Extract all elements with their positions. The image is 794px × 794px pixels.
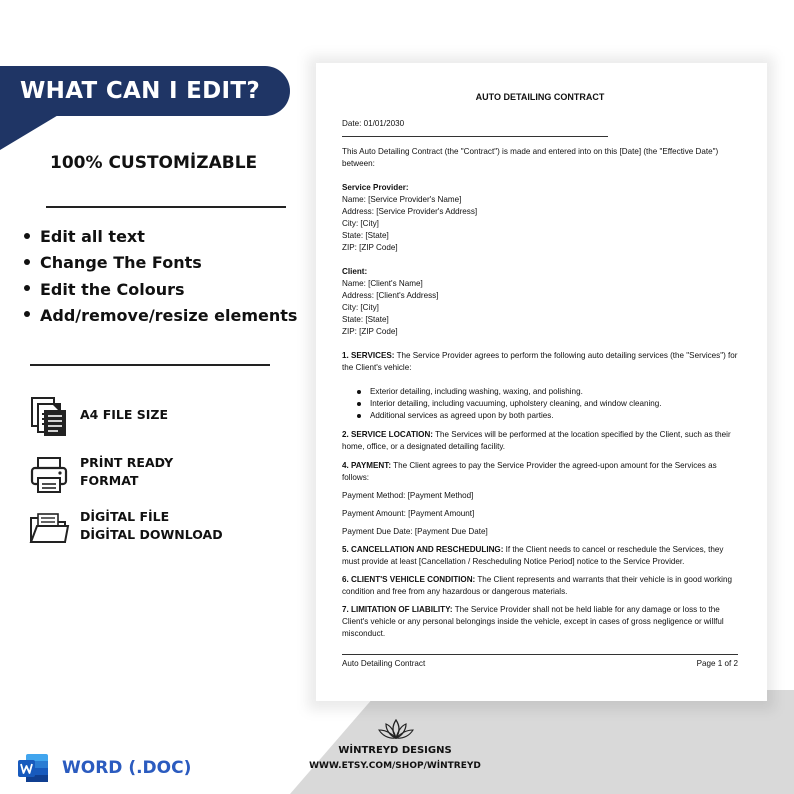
client-line: City: [City] [342,303,379,312]
bullet-icon [24,311,30,317]
banner-title: WHAT CAN I EDIT? [20,78,261,104]
list-item: Interior detailing, including vacuuming, upholstery cleaning, and window cleaning. [342,398,738,410]
lotus-logo-icon [378,718,414,742]
section-heading: 2. SERVICE LOCATION: [342,430,433,439]
feature-item: Edit the Colours [24,277,297,303]
feature-item: Add/remove/resize elements [24,303,297,329]
printer-icon [28,454,70,496]
divider [30,364,270,366]
section-heading: 6. CLIENT'S VEHICLE CONDITION: [342,575,476,584]
client-line: Name: [Client's Name] [342,279,423,288]
list-item: Exterior detailing, including washing, waxing, and polishing. [342,386,738,398]
feature-list [24,224,297,329]
brand-name: WİNTREYD DESIGNS [338,745,452,756]
doc-footer-title: Auto Detailing Contract [342,659,426,668]
doc-date: Date: 01/01/2030 [342,119,405,128]
info-a4 [28,396,168,438]
list-item: Additional services as agreed upon by both parties. [342,410,738,422]
divider [46,206,286,208]
info-print [28,454,173,496]
payment-method: Payment Method: [Payment Method] [342,491,474,500]
provider-block [342,182,738,254]
client-heading: Client: [342,267,368,276]
section-location [342,429,738,453]
section-text: The Services will be performed at the location specified by the Client, such as their home, office, or a designated detailing facility. [342,430,731,451]
provider-heading: Service Provider: [342,183,409,192]
section-heading: 1. SERVICES: [342,351,395,360]
section-liability [342,604,738,640]
doc-divider [342,136,608,137]
client-block [342,266,738,338]
doc-page-number: Page 1 of 2 [696,659,738,668]
client-line: State: [State] [342,315,389,324]
bullet-icon [24,259,30,265]
info-digital [28,508,223,550]
document-stack-icon [28,396,70,438]
doc-title: AUTO DETAILING CONTRACT [475,92,605,102]
info-label: PRİNT READY [80,455,174,470]
client-line: ZIP: [ZIP Code] [342,327,398,336]
contract-document-preview [316,63,767,701]
section-vehicle-condition [342,574,738,598]
section-services [342,350,738,374]
info-label: DİGİTAL FİLE [80,509,170,524]
format-label: WORD (.DOC) [62,758,192,778]
word-icon [16,752,50,784]
provider-line: State: [State] [342,231,389,240]
feature-item: Change The Fonts [24,250,297,276]
provider-line: City: [City] [342,219,379,228]
services-list [342,386,738,422]
provider-line: Name: [Service Provider's Name] [342,195,462,204]
section-heading: 5. CANCELLATION AND RESCHEDULING: [342,545,504,554]
provider-line: Address: [Service Provider's Address] [342,207,478,216]
doc-intro: This Auto Detailing Contract (the "Contract") is made and entered into on this [Date] (the "Effective Date") between: [342,147,719,168]
customizable-heading: 100% CUSTOMİZABLE [50,153,258,173]
bullet-icon [24,285,30,291]
section-text: If the Client needs to cancel or reschedule the Services, they must provide at least [Cancellation / Rescheduling Notice Period] notice to the Service Provider. [342,545,724,566]
info-label: FORMAT [80,473,139,488]
payment-due: Payment Due Date: [Payment Due Date] [342,527,488,536]
section-text: The Client represents and warrants that their vehicle is in good working condition and free from any hazardous or dangerous materials. [342,575,732,596]
provider-line: ZIP: [ZIP Code] [342,243,398,252]
bullet-icon [24,233,30,239]
section-text: The Service Provider shall not be held liable for any damage or loss to the Client's vehicle or any personal belongings inside the vehicle, except in cases of gross negligence or willful misconduct. [342,605,724,638]
info-label: DİGİTAL DOWNLOAD [80,527,223,542]
section-text: The Client agrees to pay the Service Provider the agreed-upon amount for the Services as follows: [342,461,717,482]
section-text: The Service Provider agrees to perform the following auto detailing services (the "Services") for the Client's vehicle: [342,351,738,372]
brand-url: WWW.ETSY.COM/SHOP/WİNTREYD [309,761,481,771]
section-heading: 7. LIMITATION OF LIABILITY: [342,605,453,614]
client-line: Address: [Client's Address] [342,291,439,300]
footer-divider [342,654,738,655]
section-payment [342,460,738,484]
feature-item: Edit all text [24,224,297,250]
payment-amount: Payment Amount: [Payment Amount] [342,509,475,518]
info-label: A4 FILE SIZE [80,407,169,422]
folder-icon [28,508,70,550]
section-cancellation [342,544,738,568]
section-heading: 4. PAYMENT: [342,461,392,470]
